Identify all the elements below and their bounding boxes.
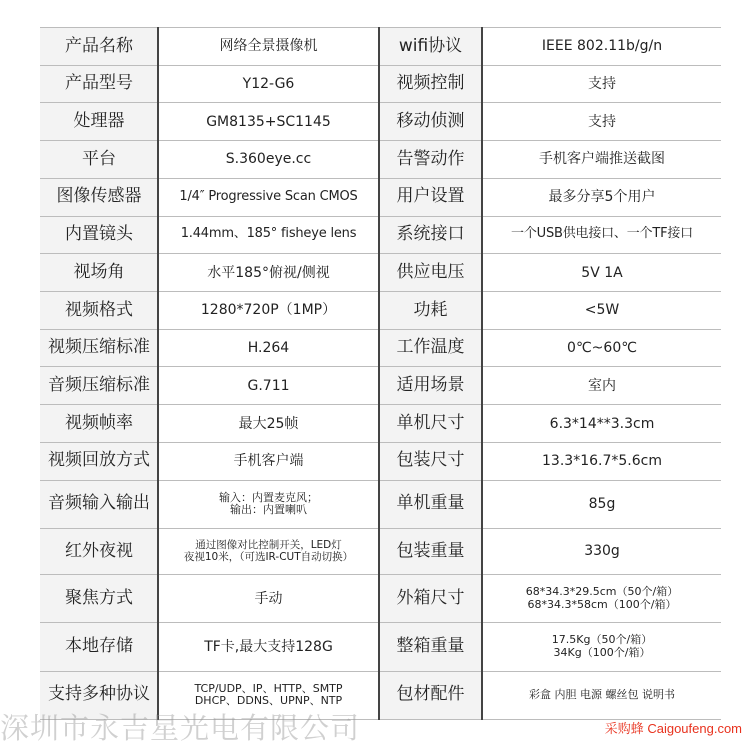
spec-value: GM8135+SC1145 [158, 103, 379, 141]
spec-value-multiline [158, 480, 379, 528]
spec-label: 包装尺寸 [379, 442, 482, 480]
spec-label: 功耗 [379, 292, 482, 330]
table-row [41, 292, 722, 330]
spec-value: 手机客户端 [158, 442, 379, 480]
spec-label: 用户设置 [379, 178, 482, 216]
table-row [41, 442, 722, 480]
spec-value: <5W [482, 292, 721, 330]
spec-value: 手动 [158, 575, 379, 623]
spec-value: 最多分享5个用户 [482, 178, 721, 216]
spec-label: 红外夜视 [41, 528, 159, 574]
spec-value: S.360eye.cc [158, 141, 379, 179]
spec-value: 5V 1A [482, 254, 721, 292]
spec-value: 1280*720P（1MP） [158, 292, 379, 330]
spec-label: 包材配件 [379, 671, 482, 719]
spec-label: 产品名称 [41, 28, 159, 66]
spec-label: 系统接口 [379, 216, 482, 254]
table-row [41, 575, 722, 623]
spec-value: 彩盒 内胆 电源 螺丝包 说明书 [482, 671, 721, 719]
table-row [41, 254, 722, 292]
spec-label: 告警动作 [379, 141, 482, 179]
spec-value-line: 夜视10米，（可选IR-CUT自动切换） [183, 551, 354, 564]
spec-label: 视频格式 [41, 292, 159, 330]
spec-label: 供应电压 [379, 254, 482, 292]
spec-label: 单机尺寸 [379, 405, 482, 443]
table-row [41, 329, 722, 367]
table-row [41, 141, 722, 179]
spec-value: 1.44mm、185° fisheye lens [158, 216, 379, 254]
spec-value: 1/4″ Progressive Scan CMOS [158, 178, 379, 216]
spec-value-line: 68*34.3*29.5cm（50个/箱） [525, 585, 679, 598]
spec-value-line: 输入：内置麦克风； [219, 490, 318, 504]
spec-value: TF卡,最大支持128G [158, 623, 379, 671]
spec-label: 视频压缩标准 [41, 329, 159, 367]
spec-value: 最大25帧 [158, 405, 379, 443]
table-row [41, 623, 722, 671]
spec-value: 手机客户端推送截图 [482, 141, 721, 179]
spec-label: 单机重量 [379, 480, 482, 528]
spec-value: 6.3*14**3.3cm [482, 405, 721, 443]
spec-value-line: TCP/UDP、IP、HTTP、SMTP [194, 681, 343, 695]
spec-label: wifi协议 [379, 28, 482, 66]
spec-value: 0℃~60℃ [482, 329, 721, 367]
table-row [41, 480, 722, 528]
company-watermark: 深圳市永吉星光电有限公司 [0, 711, 361, 745]
spec-value: 支持 [482, 103, 721, 141]
spec-label: 平台 [41, 141, 159, 179]
spec-label: 处理器 [41, 103, 159, 141]
spec-label: 内置镜头 [41, 216, 159, 254]
table-row [41, 367, 722, 405]
spec-label: 产品型号 [41, 65, 159, 103]
spec-value: IEEE 802.11b/g/n [482, 28, 721, 66]
spec-value-line: 通过图像对比控制开关，LED灯 [195, 539, 342, 552]
spec-label: 工作温度 [379, 329, 482, 367]
spec-label: 聚焦方式 [41, 575, 159, 623]
spec-label: 本地存储 [41, 623, 159, 671]
spec-label: 外箱尺寸 [379, 575, 482, 623]
spec-value-multiline [482, 575, 721, 623]
spec-value-line: DHCP、DDNS、UPNP、NTP [194, 694, 343, 708]
table-row [41, 405, 722, 443]
spec-label: 视频回放方式 [41, 442, 159, 480]
spec-value: 支持 [482, 65, 721, 103]
table-row [41, 28, 722, 66]
spec-value: 13.3*16.7*5.6cm [482, 442, 721, 480]
table-row [41, 178, 722, 216]
spec-value: 水平185°俯视/侧视 [158, 254, 379, 292]
spec-label: 整箱重量 [379, 623, 482, 671]
spec-value: H.264 [158, 329, 379, 367]
spec-value: 330g [482, 528, 721, 574]
spec-label: 移动侦测 [379, 103, 482, 141]
spec-value-line: 17.5Kg（50个/箱） [551, 633, 653, 647]
table-row [41, 65, 722, 103]
table-row [41, 528, 722, 574]
table-row [41, 103, 722, 141]
spec-value: 一个USB供电接口、一个TF接口 [482, 216, 721, 254]
spec-label: 视频帧率 [41, 405, 159, 443]
spec-label: 适用场景 [379, 367, 482, 405]
spec-value-line: 34Kg（100个/箱） [553, 645, 651, 659]
spec-label: 支持多种协议 [41, 671, 159, 719]
spec-label: 音频压缩标准 [41, 367, 159, 405]
spec-label: 包装重量 [379, 528, 482, 574]
spec-value: G.711 [158, 367, 379, 405]
spec-label: 图像传感器 [41, 178, 159, 216]
product-spec-table [40, 27, 721, 720]
spec-label: 视频控制 [379, 65, 482, 103]
spec-value: 室内 [482, 367, 721, 405]
spec-value-line: 68*34.3*58cm（100个/箱） [527, 597, 677, 611]
spec-value: 网络全景摄像机 [158, 28, 379, 66]
spec-value-multiline [482, 623, 721, 671]
spec-value: Y12-G6 [158, 65, 379, 103]
site-watermark: 采购蜂 Caigoufeng.com [604, 721, 742, 736]
spec-label: 音频输入输出 [41, 480, 159, 528]
spec-label: 视场角 [41, 254, 159, 292]
spec-value-line: 输出：内置喇叭 [230, 503, 307, 517]
table-row [41, 216, 722, 254]
spec-value: 85g [482, 480, 721, 528]
spec-value-multiline [158, 528, 379, 574]
